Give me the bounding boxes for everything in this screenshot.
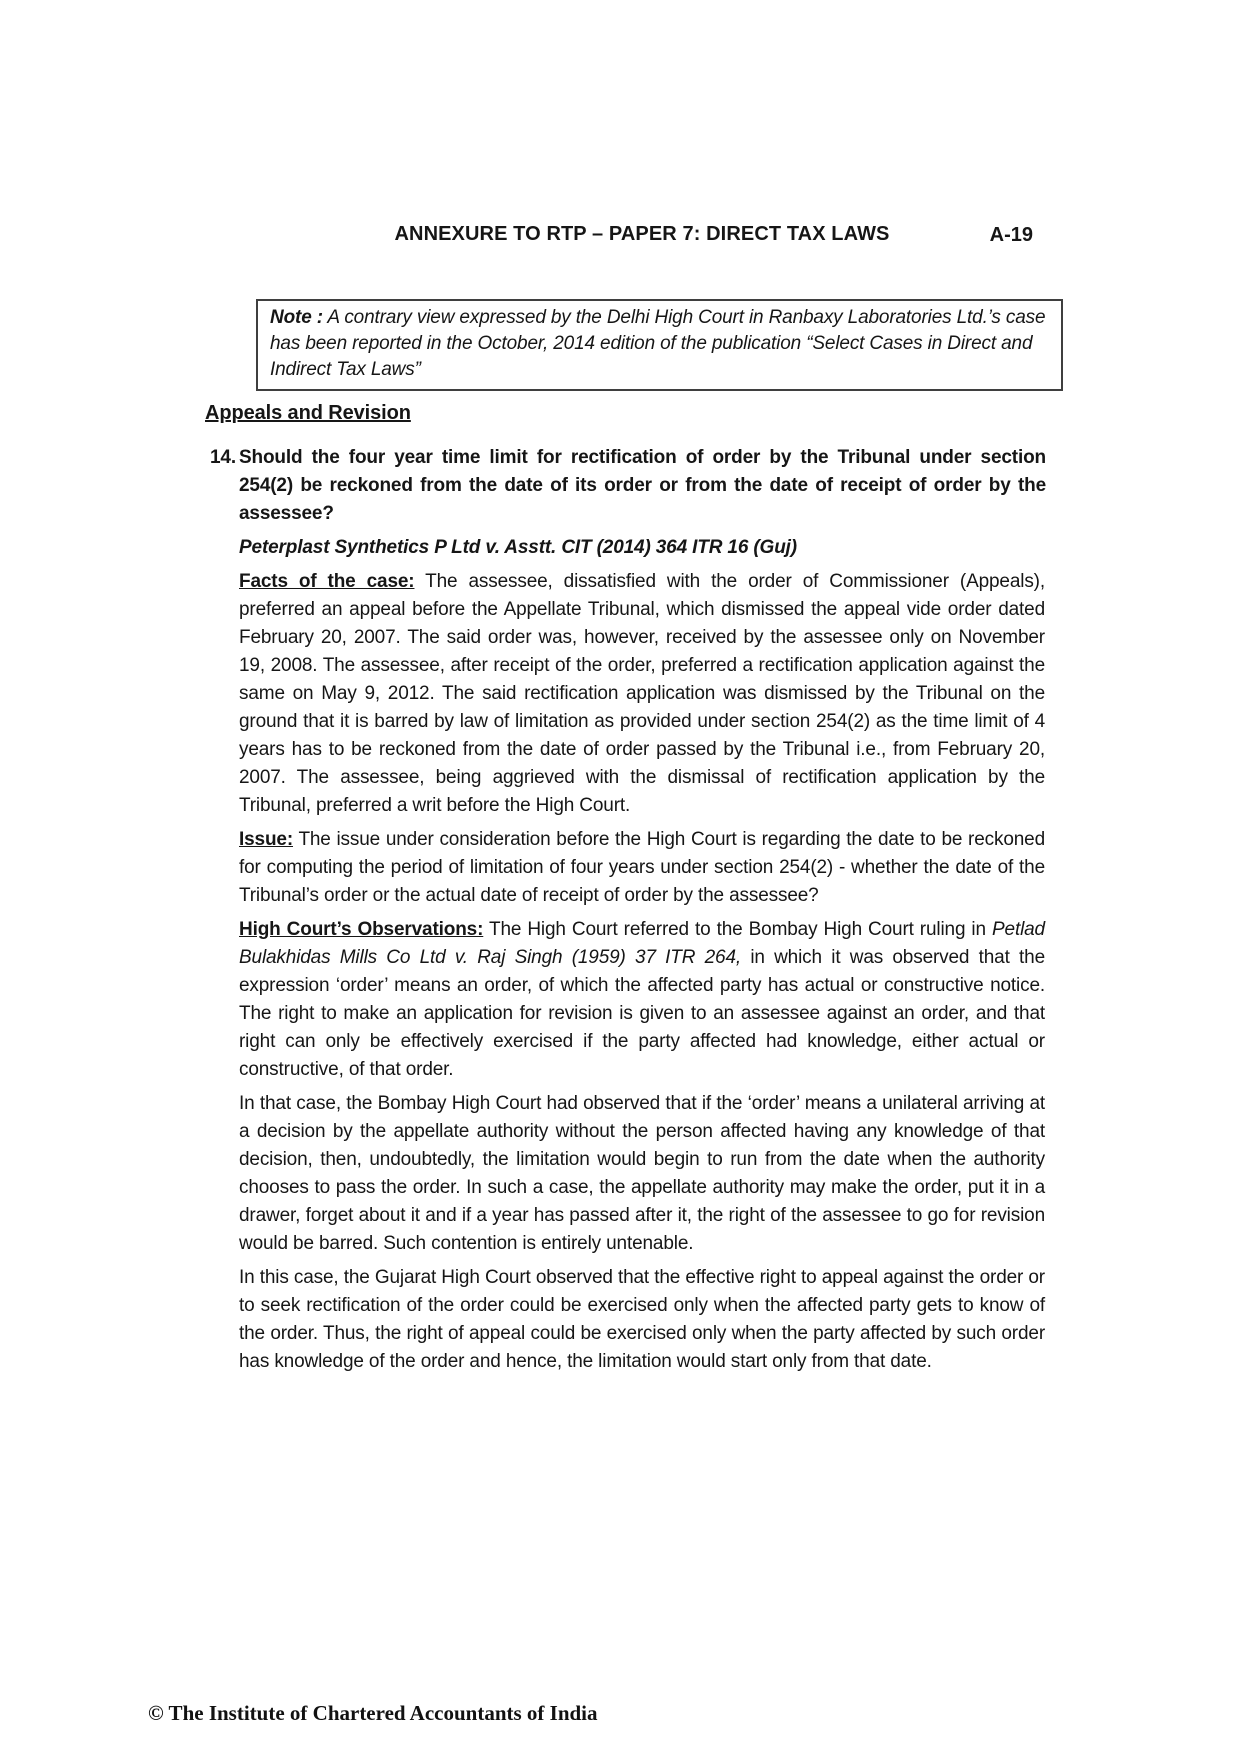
observations-text: in which it was observed that the expression ‘order’ means an order, of which the affected party has actual or constructive notice. The right to make an application for revision is given to an assessee against an order, and that right can only be effectively exercised if the party affected had knowledge, either actual or constructive, of that order. bbox=[239, 947, 1045, 1080]
page-number: A-19 bbox=[989, 224, 1033, 246]
page-header bbox=[239, 223, 1045, 247]
observations-intro: The High Court referred to the Bombay High Court ruling in bbox=[489, 919, 986, 940]
issue-text: The issue under consideration before the High Court is regarding the date to be reckoned for computing the period of limitation of four years under section 254(2) - whether the date of the Tribunal’s order or the actual date of receipt of order by the assessee? bbox=[239, 829, 1045, 906]
question-text: Should the four year time limit for rectification of order by the Tribunal under section 254(2) be reckoned from the date of its order or from the date of receipt of order by the assessee? bbox=[239, 447, 1046, 524]
observations-case-reference: Petlad Bulakhidas Mills Co Ltd v. Raj Singh (1959) 37 ITR 264, bbox=[239, 919, 1045, 968]
paragraph-issue bbox=[239, 826, 1045, 910]
content-column bbox=[205, 444, 1046, 1376]
note-label: Note : bbox=[270, 307, 323, 328]
question-number: 14. bbox=[210, 447, 236, 468]
paragraph-gujarat-observation: In this case, the Gujarat High Court observed that the effective right to appeal against the order or to seek rectification of the order could be exercised only when the affected party gets to know of the order. Thus, the right of appeal could be exercised only when the party affected by such order has knowledge of the order and hence, the limitation would start only from that date. bbox=[239, 1267, 1045, 1372]
facts-text: The assessee, dissatisfied with the order of Commissioner (Appeals), preferred an appeal before the Appellate Tribunal, which dismissed the appeal vide order dated February 20, 2007. The said order was, however, received by the assessee only on November 19, 2008. The assessee, after receipt of the order, preferred a rectification application against the same on May 9, 2012. The said rectification application was dismissed by the Tribunal on the ground that it is barred by law of limitation as provided under section 254(2) as the time limit of 4 years has to be reckoned from the date of order passed by the Tribunal i.e., from February 20, 2007. The assessee, being aggrieved with the dismissal of rectification application by the Tribunal, preferred a writ before the High Court. bbox=[239, 571, 1045, 816]
section-heading: Appeals and Revision bbox=[205, 402, 411, 424]
copyright-footer: © The Institute of Chartered Accountants of India bbox=[148, 1701, 598, 1725]
observations-label: High Court’s Observations: bbox=[239, 919, 484, 940]
note-box bbox=[256, 299, 1063, 391]
paragraph-bombay-observation: In that case, the Bombay High Court had observed that if the ‘order’ means a unilateral arriving at a decision by the appellate authority without the person affected having any knowledge of that decision, then, undoubtedly, the limitation would begin to run from the date when the authority chooses to pass the order. In such a case, the appellate authority may make the order, put it in a drawer, forget about it and if a year has passed after it, the right of the assessee to go for revision would be barred. Such contention is entirely untenable. bbox=[239, 1093, 1045, 1254]
case-citation: Peterplast Synthetics P Ltd v. Asstt. CIT (2014) 364 ITR 16 (Guj) bbox=[239, 537, 797, 558]
issue-label: Issue: bbox=[239, 829, 294, 850]
question-item bbox=[205, 444, 1046, 528]
page-title: ANNEXURE TO RTP – PAPER 7: DIRECT TAX LAWS bbox=[394, 223, 890, 245]
facts-label: Facts of the case: bbox=[239, 571, 415, 592]
note-text: A contrary view expressed by the Delhi High Court in Ranbaxy Laboratories Ltd.’s case has been reported in the October, 2014 edition of the publication “Select Cases in Direct and Indirect Tax Laws” bbox=[270, 307, 1046, 380]
paragraph-facts bbox=[239, 568, 1045, 820]
paragraph-high-court-observations bbox=[239, 916, 1045, 1084]
